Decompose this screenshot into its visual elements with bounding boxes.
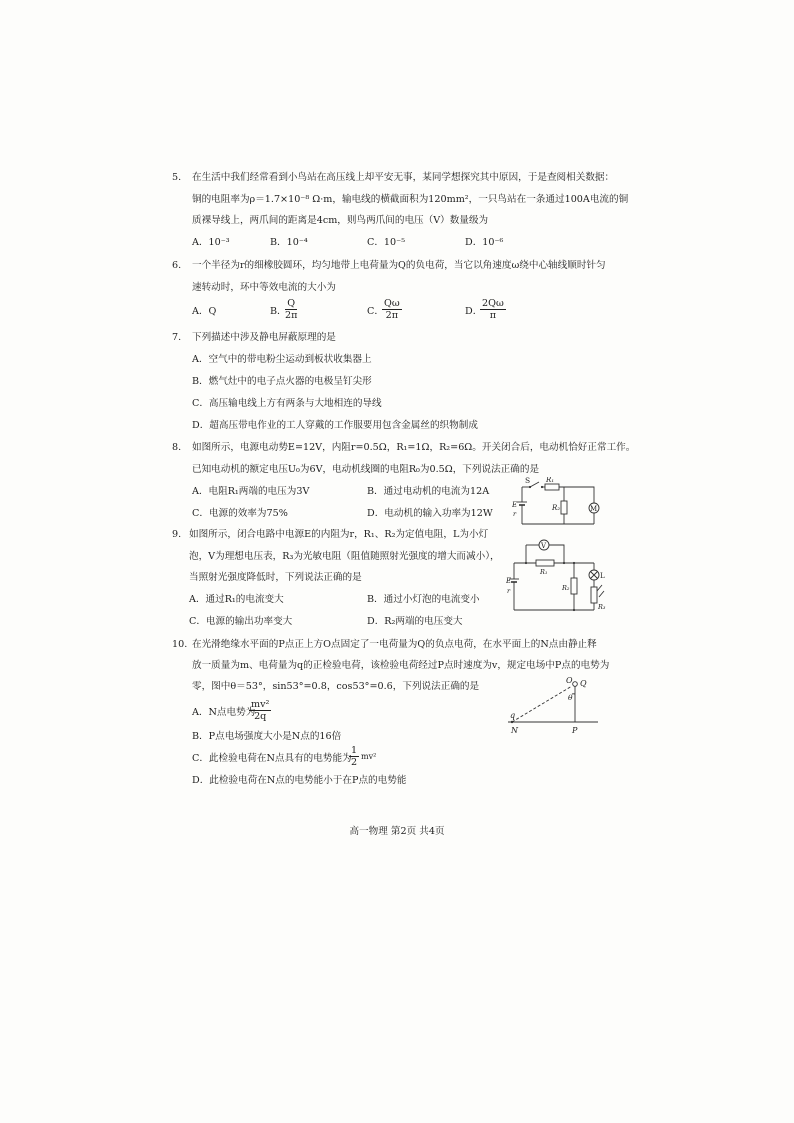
junction-dot — [563, 562, 565, 564]
label-voltmeter: V — [541, 542, 547, 550]
question-text: 在光滑绝缘水平面的P点正上方O点固定了一电荷量为Q的负点电荷，在水平面上的N点由静止释 — [192, 639, 597, 650]
numerator: Qω — [384, 298, 400, 309]
question-number: 8. — [172, 442, 182, 453]
switch-contact — [541, 486, 543, 488]
label-p: P — [572, 726, 578, 735]
denominator: π — [489, 310, 497, 321]
junction-dot — [573, 562, 575, 564]
label-r1: R₁ — [546, 477, 555, 484]
numerator: 2Qω — [482, 298, 504, 309]
question-number: 9. — [172, 529, 182, 540]
fraction — [480, 298, 506, 321]
option-d: D．此检验电荷在N点的电势能小于在P点的电势能 — [192, 775, 407, 786]
numerator: mv² — [251, 699, 270, 710]
denominator: 2 — [351, 757, 358, 768]
label-n: N — [511, 726, 518, 735]
charge-O — [573, 682, 578, 687]
option-d: D．超高压带电作业的工人穿戴的工作服要用包含金属丝的织物制成 — [192, 420, 478, 431]
option-b: B．燃气灶中的电子点火器的电极呈钉尖形 — [192, 376, 372, 387]
numerator: Q — [285, 298, 297, 310]
question-text: 零，图中θ＝53°，sin53°=0.8，cos53°=0.6，下列说法正确的是 — [192, 681, 480, 692]
question-text: 放一质量为m、电荷量为q的正检验电荷，该检验电荷经过P点时速度为v，规定电场中P点的电势为 — [192, 660, 610, 671]
option-b: B．10⁻⁴ — [270, 237, 308, 248]
denominator: 2π — [385, 310, 399, 321]
question-number: 10. — [172, 639, 188, 650]
point-n-dot — [511, 721, 513, 723]
option-c: C．10⁻⁵ — [367, 237, 406, 248]
option-a: A．通过R₁的电流变大 — [189, 594, 284, 605]
label-emf: E — [506, 577, 512, 585]
question-text: 如图所示，闭合电路中电源E的内阻为r，R₁、R₂为定值电阻，L为小灯 — [189, 529, 489, 540]
circuit-diagram-q9 — [506, 535, 614, 617]
question-number: 7. — [172, 332, 182, 343]
option-c: C．此检验电荷在N点具有的电势能为 — [192, 753, 352, 764]
junction-dot — [573, 609, 575, 611]
question-text: 如图所示，电源电动势E=12V，内阻r=0.5Ω，R₁=1Ω，R₂=6Ω。开关闭合后，电动机恰好正常工作。 — [192, 442, 636, 453]
fraction — [249, 699, 271, 722]
label-r3: R₃ — [598, 603, 606, 611]
circuit-diagram-q8 — [512, 477, 607, 532]
label-source-charge: Q — [580, 679, 587, 688]
numerator: 1 — [351, 745, 358, 756]
question-text: 在生活中我们经常看到小鸟站在高压线上却平安无事，某同学想探究其中原因，于是查阅相关数据： — [192, 172, 615, 183]
question-text: 速转动时，环中等效电流的大小为 — [192, 282, 336, 293]
label-lamp: L — [600, 572, 605, 580]
option-d: D．R₂两端的电压变大 — [367, 616, 463, 627]
option-a: A．Q — [192, 306, 217, 317]
option-d: D． — [465, 306, 483, 317]
fraction — [382, 298, 402, 321]
fraction — [349, 745, 359, 768]
label-motor: M — [590, 505, 598, 513]
question-text: 泡，V为理想电压表，R₃为光敏电阻（阻值随照射光强度的增大而减小）， — [189, 551, 500, 562]
label-internal-resistance: r — [513, 510, 517, 518]
label-theta: θ — [568, 693, 573, 702]
switch-pivot — [529, 486, 531, 488]
question-text: 下列描述中涉及静电屏蔽原理的是 — [192, 332, 336, 343]
label-r2: R₂ — [562, 584, 570, 592]
page-footer: 高一物理 第2页 共4页 — [349, 826, 445, 837]
label-o: O — [566, 676, 573, 685]
formula-tail: mv² — [361, 752, 377, 761]
option-c: C． — [367, 306, 384, 317]
option-a: A．N点电势为 — [192, 707, 256, 718]
option-a: A．电阻R₁两端的电压为3V — [192, 486, 310, 497]
question-number: 5. — [172, 172, 182, 183]
option-b: B．P点电场强度大小是N点的16倍 — [192, 731, 342, 742]
denominator: 2q — [254, 711, 267, 722]
label-r2: R₂ — [552, 504, 561, 512]
option-c: C．高压输电线上方有两条与大地相连的导线 — [192, 398, 382, 409]
option-d: D．电动机的输入功率为12W — [367, 508, 493, 519]
option-b: B．通过电动机的电流为12A — [367, 486, 490, 497]
option-b: B．通过小灯泡的电流变小 — [367, 594, 480, 605]
label-internal-resistance: r — [507, 587, 511, 595]
option-c: C．电源的输出功率变大 — [189, 616, 293, 627]
question-text: 铜的电阻率为ρ＝1.7×10⁻⁸ Ω·m，输电线的横截面积为120mm²，一只鸟站在一条通过100A电流的铜 — [192, 194, 629, 205]
fraction — [285, 298, 297, 321]
junction-dot — [525, 562, 527, 564]
label-test-charge: q — [510, 711, 516, 720]
denominator: 2π — [285, 310, 298, 321]
question-text: 当照射光强度降低时，下列说法正确的是 — [189, 572, 362, 583]
option-a: A．空气中的带电粉尘运动到板状收集器上 — [192, 354, 372, 365]
option-a: A．10⁻³ — [192, 237, 230, 248]
charge-diagram-q10 — [502, 672, 602, 738]
question-text: 已知电动机的额定电压U₀为6V，电动机线圈的电阻R₀为0.5Ω，下列说法正确的是 — [192, 464, 540, 475]
question-text: 质裸导线上，两爪间的距离是4cm，则鸟两爪间的电压（V）数量级为 — [192, 215, 489, 226]
question-text: 一个半径为r的细橡胶圆环，均匀地带上电荷量为Q的负电荷，当它以角速度ω绕中心轴线顺时针匀 — [192, 260, 606, 271]
label-switch: S — [525, 477, 531, 485]
question-number: 6. — [172, 260, 182, 271]
label-r1: R₁ — [540, 568, 548, 576]
option-d: D．10⁻⁶ — [465, 237, 504, 248]
option-c: C．电源的效率为75% — [192, 508, 288, 519]
option-b: B． — [270, 306, 287, 317]
label-emf: E — [512, 501, 518, 509]
